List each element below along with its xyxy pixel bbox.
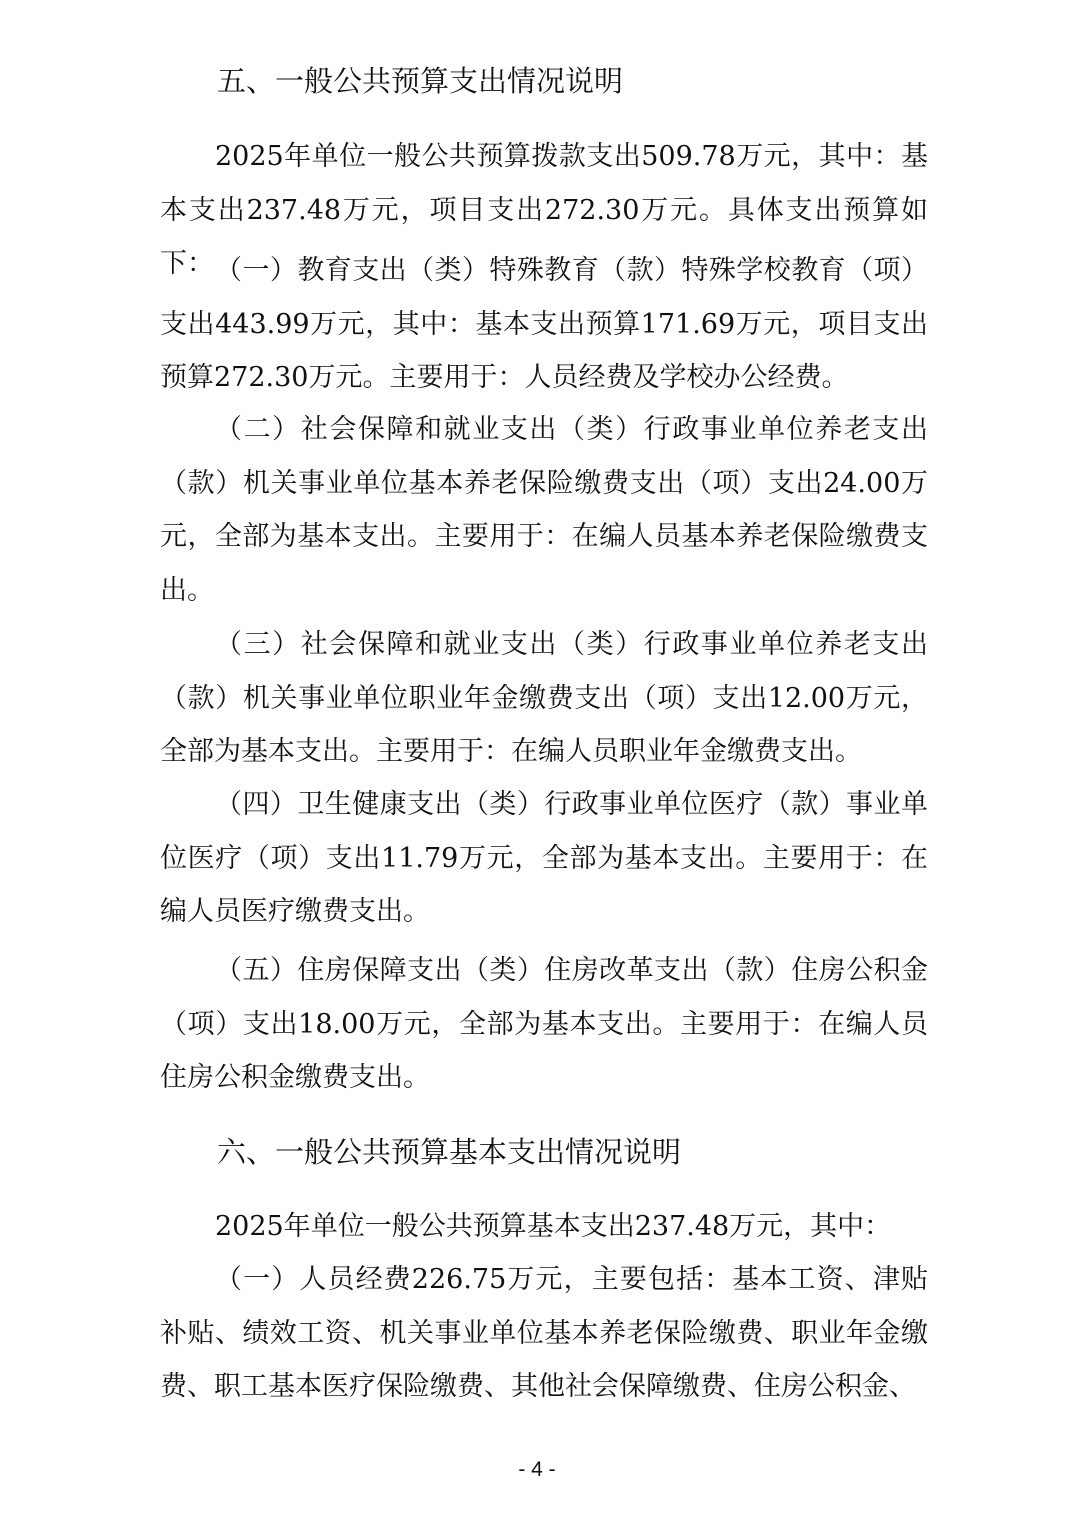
section-5-item-1: （一）教育支出（类）特殊教育（款）特殊学校教育（项）支出443.99万元，其中：基本支出预算171.69万元，项目支出预算272.30万元。主要用于：人员经费及学校办公经费。 <box>160 255 928 393</box>
section-6-intro: 2025年单位一般公共预算基本支出237.48万元，其中： <box>215 1211 892 1242</box>
section-5-item-2: （二）社会保障和就业支出（类）行政事业单位养老支出（款）机关事业单位基本养老保险缴费支出（项）支出24.00万元，全部为基本支出。主要用于：在编人员基本养老保险缴费支出。 <box>160 414 928 606</box>
section-5-item-4: （四）卫生健康支出（类）行政事业单位医疗（款）事业单位医疗（项）支出11.79万元，全部为基本支出。主要用于：在编人员医疗缴费支出。 <box>160 789 928 927</box>
section-5-item-5: （五）住房保障支出（类）住房改革支出（款）住房公积金（项）支出18.00万元，全部为基本支出。主要用于：在编人员住房公积金缴费支出。 <box>160 955 928 1093</box>
section-5-item-3: （三）社会保障和就业支出（类）行政事业单位养老支出（款）机关事业单位职业年金缴费支出（项）支出12.00万元，全部为基本支出。主要用于：在编人员职业年金缴费支出。 <box>160 629 928 767</box>
page-number: - 4 - <box>518 1458 556 1481</box>
section-6-item-1: （一）人员经费226.75万元，主要包括：基本工资、津贴补贴、绩效工资、机关事业单位基本养老保险缴费、职业年金缴费、职工基本医疗保险缴费、其他社会保障缴费、住房公积金、 <box>160 1264 928 1402</box>
section-5-intro: 2025年单位一般公共预算拨款支出509.78万元，其中：基本支出237.48万元，项目支出272.30万元。具体支出预算如下： <box>160 141 928 279</box>
section-6-heading: 六、一般公共预算基本支出情况说明 <box>217 1135 682 1169</box>
section-5-heading: 五、一般公共预算支出情况说明 <box>217 64 624 98</box>
